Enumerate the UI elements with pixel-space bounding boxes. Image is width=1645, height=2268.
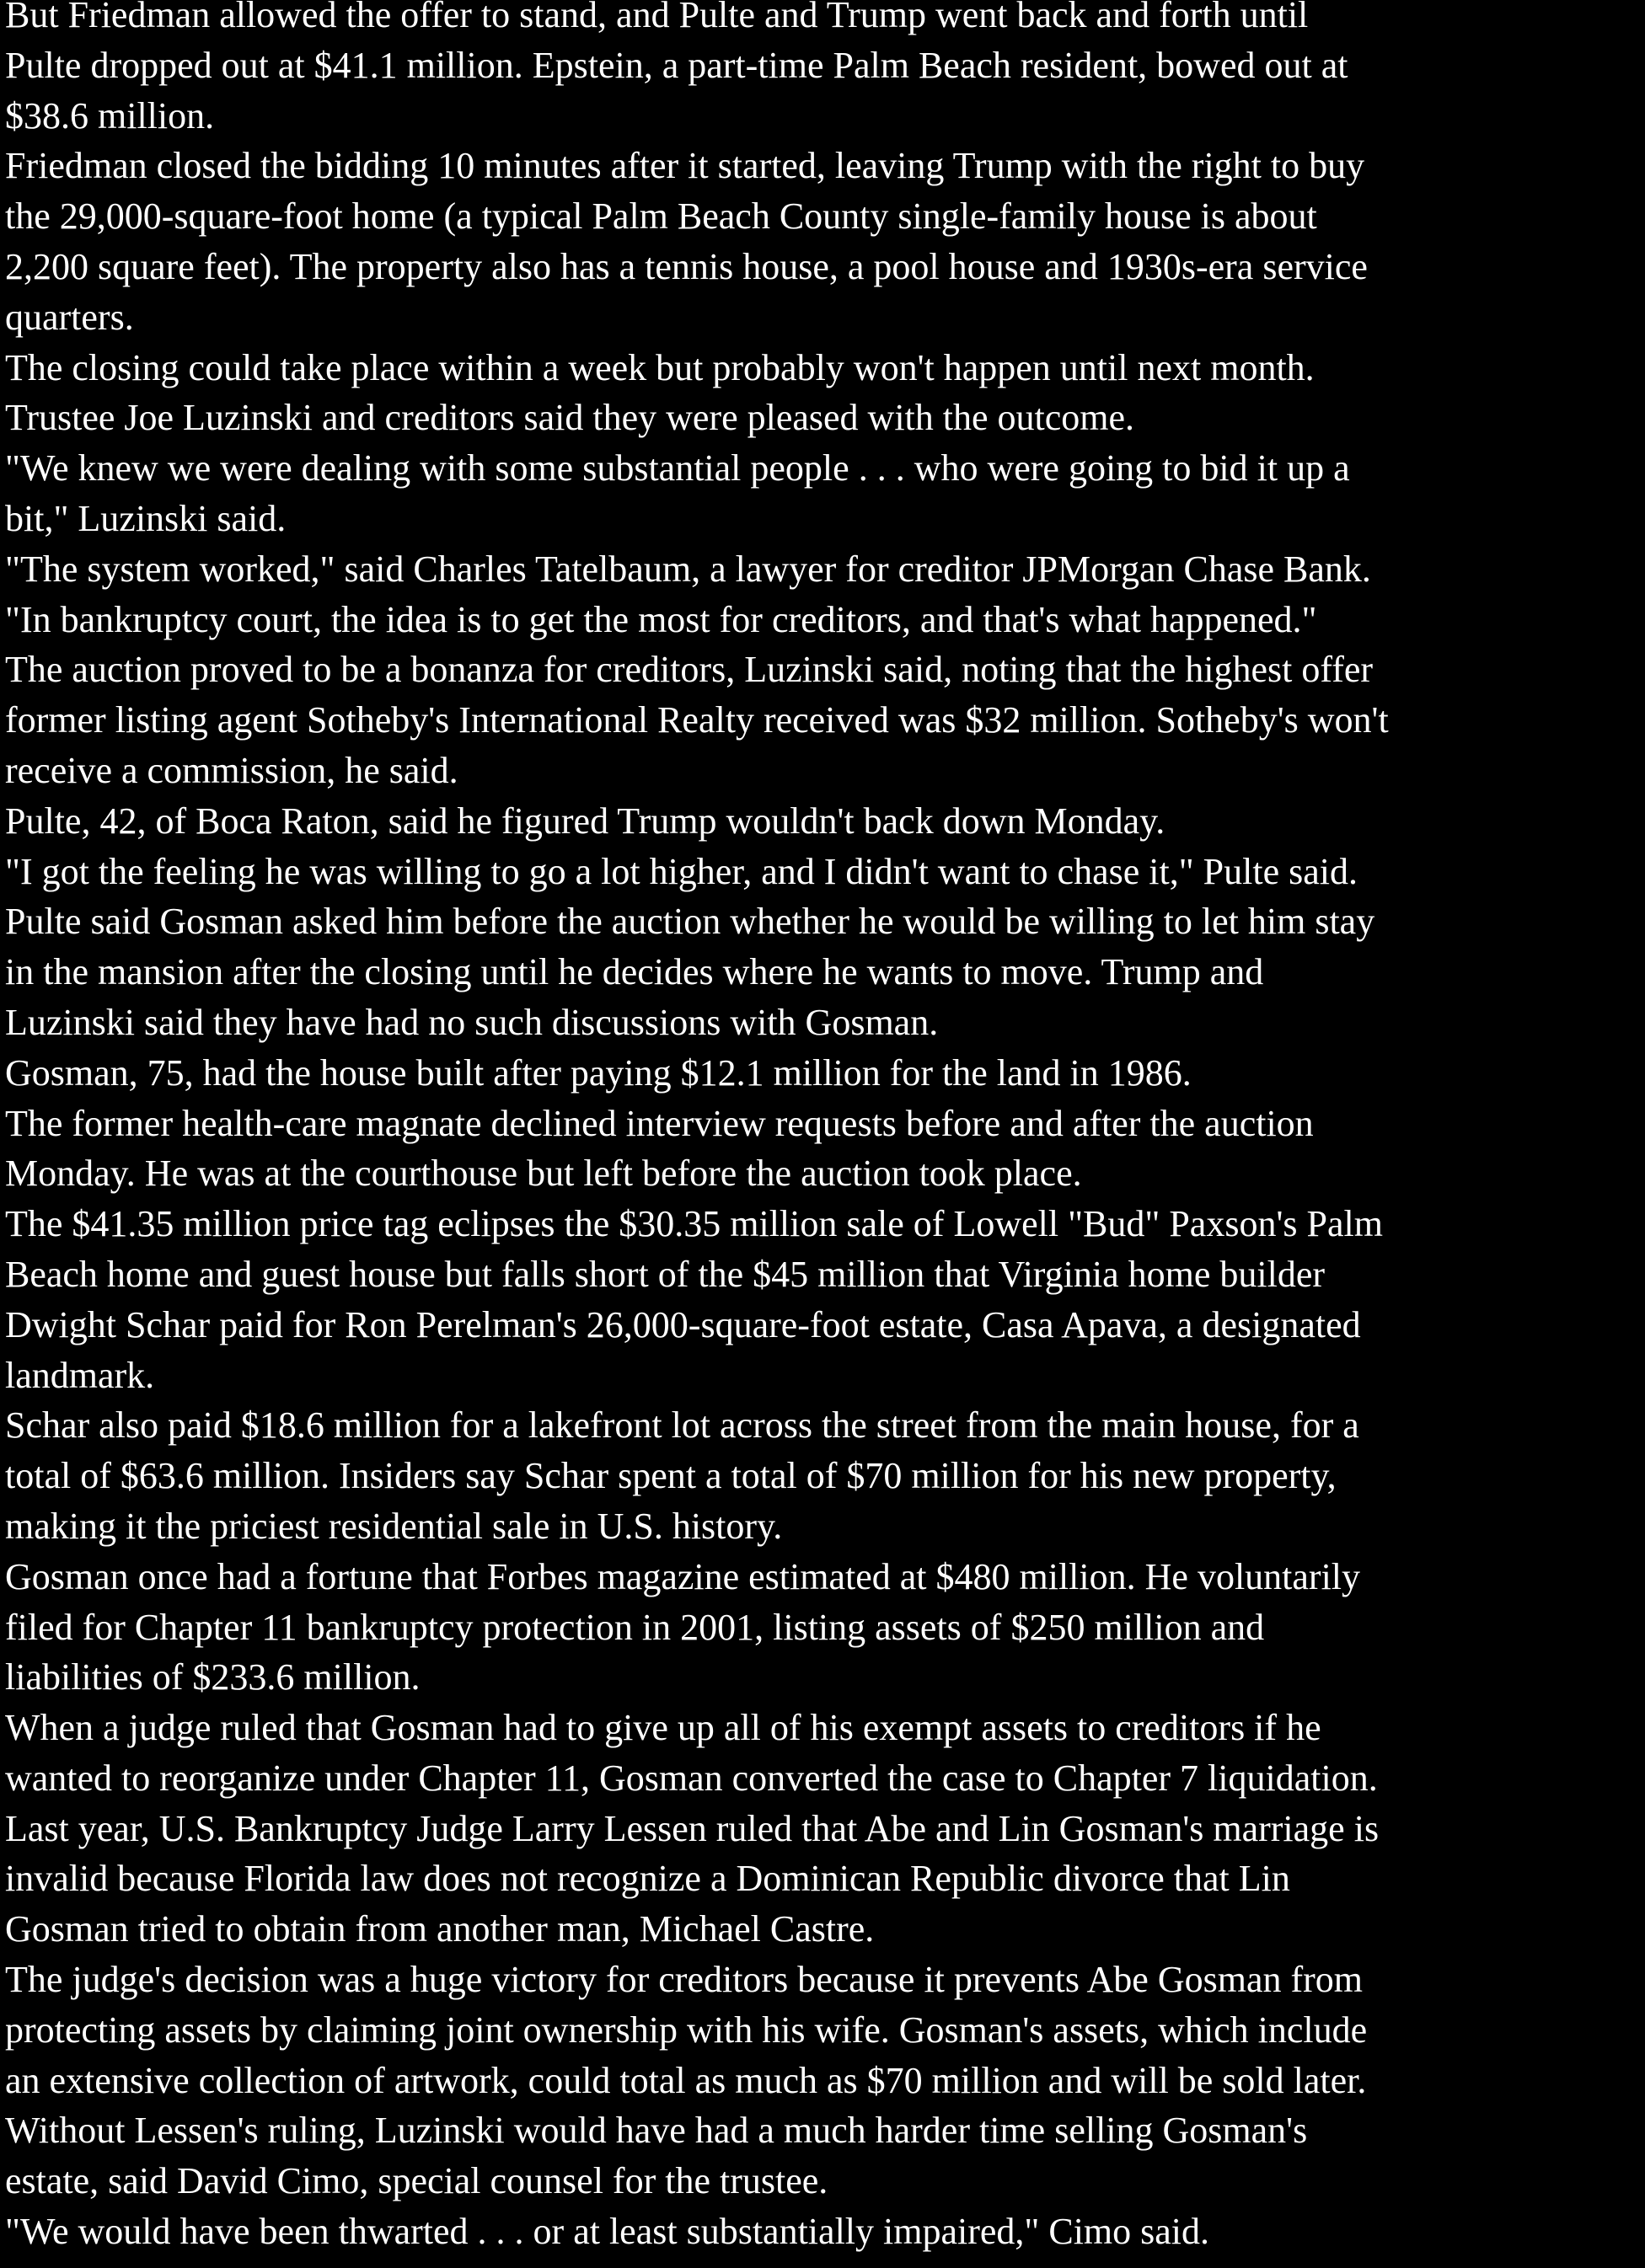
text-line: making it the priciest residential sale in U.S. history.: [5, 1505, 783, 1547]
text-line: "In bankruptcy court, the idea is to get the most for creditors, and that's what happened.": [5, 598, 1317, 640]
text-line: Trustee Joe Luzinski and creditors said they were pleased with the outcome.: [5, 397, 1135, 439]
text-line: Last year, U.S. Bankruptcy Judge Larry Lessen ruled that Abe and Lin Gosman's marriage is: [5, 1807, 1380, 1849]
text-line: estate, said David Cimo, special counsel for the trustee.: [5, 2160, 828, 2202]
text-line: filed for Chapter 11 bankruptcy protection in 2001, listing assets of $250 million and: [5, 1606, 1265, 1648]
text-line: quarters.: [5, 296, 134, 338]
text-line: invalid because Florida law does not recognize a Dominican Republic divorce that Lin: [5, 1858, 1290, 1900]
text-line: protecting assets by claiming joint ownership with his wife. Gosman's assets, which include: [5, 2009, 1368, 2051]
text-line: But Friedman allowed the offer to stand, and Pulte and Trump went back and forth until: [5, 0, 1309, 35]
text-line: total of $63.6 million. Insiders say Schar spent a total of $70 million for his new property,: [5, 1455, 1337, 1497]
text-line: bit," Luzinski said.: [5, 497, 287, 539]
text-line: an extensive collection of artwork, could total as much as $70 million and will be sold later.: [5, 2059, 1367, 2101]
text-line: Luzinski said they have had no such discussions with Gosman.: [5, 1001, 939, 1043]
text-line: Gosman tried to obtain from another man, Michael Castre.: [5, 1908, 875, 1950]
text-line: Beach home and guest house but falls short of the $45 million that Virginia home builder: [5, 1253, 1326, 1295]
text-line: The auction proved to be a bonanza for creditors, Luzinski said, noting that the highest offer: [5, 649, 1374, 691]
text-line: wanted to reorganize under Chapter 11, Gosman converted the case to Chapter 7 liquidation.: [5, 1757, 1378, 1799]
text-line: "We knew we were dealing with some substantial people . . . who were going to bid it up a: [5, 447, 1350, 489]
text-line: The judge's decision was a huge victory for creditors because it prevents Abe Gosman from: [5, 1959, 1364, 2001]
text-line: "I got the feeling he was willing to go a lot higher, and I didn't want to chase it," Pulte said.: [5, 850, 1358, 892]
text-line: "We would have been thwarted . . . or at least substantially impaired," Cimo said.: [5, 2211, 1210, 2253]
text-line: "The system worked," said Charles Tatelbaum, a lawyer for creditor JPMorgan Chase Bank.: [5, 548, 1371, 590]
text-line: $38.6 million.: [5, 94, 215, 136]
text-line: Without Lessen's ruling, Luzinski would have had a much harder time selling Gosman's: [5, 2110, 1308, 2152]
text-line: Gosman once had a fortune that Forbes magazine estimated at $480 million. He voluntarily: [5, 1555, 1361, 1597]
text-line: former listing agent Sotheby's International Realty received was $32 million. Sotheby's won't: [5, 699, 1389, 741]
text-line: landmark.: [5, 1354, 155, 1396]
text-line: Monday. He was at the courthouse but left before the auction took place.: [5, 1153, 1082, 1195]
text-line: When a judge ruled that Gosman had to give up all of his exempt assets to creditors if he: [5, 1707, 1321, 1749]
text-line: The former health-care magnate declined interview requests before and after the auction: [5, 1102, 1314, 1144]
text-line: the 29,000-square-foot home (a typical Palm Beach County single-family house is about: [5, 195, 1317, 238]
text-line: The $41.35 million price tag eclipses the $30.35 million sale of Lowell "Bud" Paxson's Palm: [5, 1203, 1383, 1245]
text-line: Gosman, 75, had the house built after paying $12.1 million for the land in 1986.: [5, 1051, 1192, 1094]
text-line: Dwight Schar paid for Ron Perelman's 26,000-square-foot estate, Casa Apava, a designated: [5, 1303, 1361, 1345]
text-line: liabilities of $233.6 million.: [5, 1656, 421, 1698]
text-line: Pulte said Gosman asked him before the auction whether he would be willing to let him stay: [5, 901, 1375, 943]
text-line: Friedman closed the bidding 10 minutes after it started, leaving Trump with the right to buy: [5, 145, 1365, 187]
text-line: Pulte, 42, of Boca Raton, said he figured Trump wouldn't back down Monday.: [5, 800, 1165, 842]
text-line: in the mansion after the closing until he decides where he wants to move. Trump and: [5, 951, 1264, 993]
text-line: Pulte dropped out at $41.1 million. Epstein, a part-time Palm Beach resident, bowed out at: [5, 44, 1348, 86]
text-line: The closing could take place within a week but probably won't happen until next month.: [5, 346, 1315, 388]
text-line: receive a commission, he said.: [5, 749, 458, 791]
text-line: 2,200 square feet). The property also has a tennis house, a pool house and 1930s-era service: [5, 245, 1368, 287]
text-line: Schar also paid $18.6 million for a lakefront lot across the street from the main house, for a: [5, 1404, 1359, 1447]
